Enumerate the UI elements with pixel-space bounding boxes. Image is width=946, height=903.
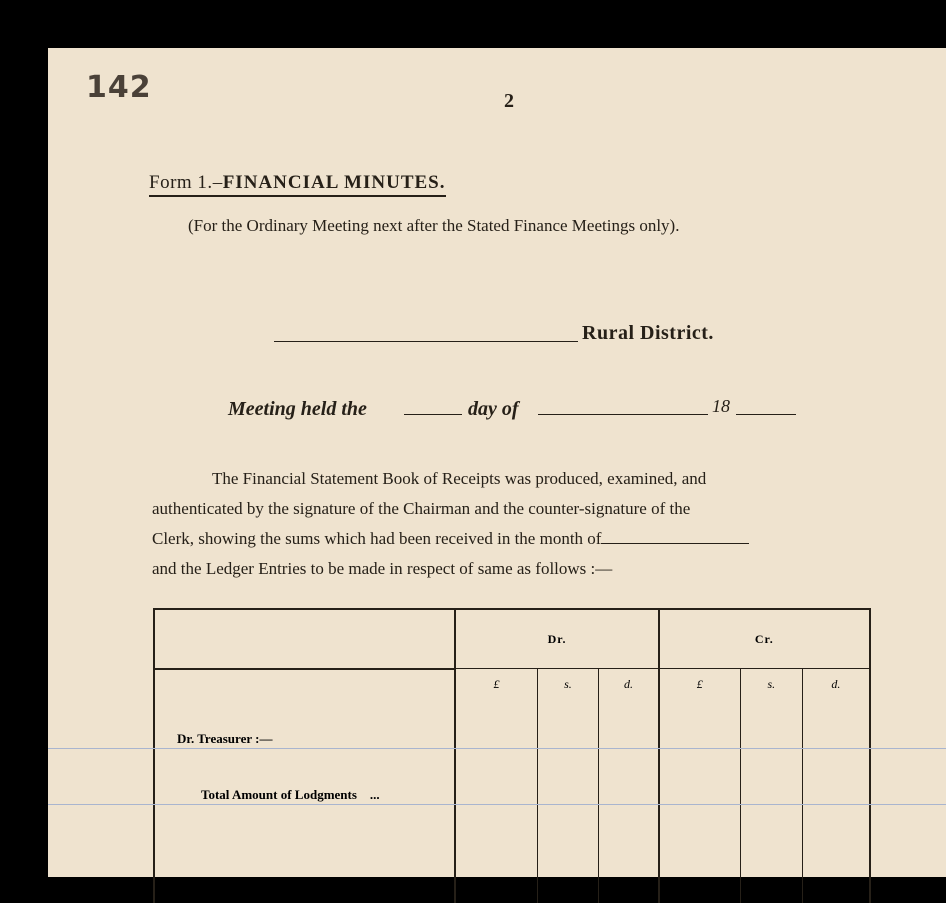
table-row <box>154 711 870 767</box>
row-leader-dots: ... <box>369 787 380 802</box>
day-of-label: day of <box>468 398 519 420</box>
blue-ruling-line <box>48 804 946 805</box>
form-label: Form 1. <box>149 172 213 193</box>
month-received-blank <box>601 533 749 544</box>
page-number: 2 <box>504 90 514 112</box>
cr-shillings-unit: s. <box>740 669 802 712</box>
document-page <box>48 48 946 892</box>
blue-ruling-line <box>48 748 946 749</box>
statement-line-3: Clerk, showing the sums which had been received in the month of <box>152 529 602 548</box>
form-title <box>149 172 446 197</box>
dr-pence-unit: d. <box>599 669 659 712</box>
row-total-lodgments-label: Total Amount of Lodgments <box>201 787 357 802</box>
year-blank <box>736 414 796 415</box>
statement-line-4: and the Ledger Entries to be made in respect of same as follows :— <box>152 559 613 578</box>
day-of <box>468 398 519 421</box>
statement-line-2: authenticated by the signature of the Chairman and the counter-signature of the <box>152 499 691 518</box>
year-prefix: 18 <box>712 396 730 416</box>
row-dr-treasurer: Dr. Treasurer :— <box>154 711 455 767</box>
form-heading: FINANCIAL MINUTES. <box>222 172 446 193</box>
meeting-prefix: Meeting held the <box>228 398 367 420</box>
day-blank <box>404 414 462 415</box>
ledger-blank-header <box>154 609 455 669</box>
row-county-council: Cr. County Council, Money supplied on <box>154 823 455 903</box>
ledger-header-row <box>154 609 870 669</box>
statement-line-3-wrap <box>152 524 868 554</box>
dr-pounds-unit: £ <box>455 669 537 712</box>
stamp-number: 142 <box>86 70 152 105</box>
debit-header: Dr. <box>455 609 658 669</box>
district-label: Rural District. <box>582 322 714 344</box>
row-total-lodgments <box>154 767 455 823</box>
table-row <box>154 767 870 823</box>
form-subtitle: (For the Ordinary Meeting next after the Stated Finance Meetings only). <box>188 216 680 235</box>
dr-shillings-unit: s. <box>537 669 599 712</box>
ledger-units-row <box>154 669 870 712</box>
cr-pounds-unit: £ <box>659 669 741 712</box>
credit-header: Cr. <box>659 609 870 669</box>
meeting-line <box>228 398 367 421</box>
ledger-label-space <box>154 669 455 712</box>
statement-paragraph <box>152 464 868 584</box>
form-dash: – <box>212 172 223 193</box>
table-row <box>154 823 870 903</box>
district-blank-line <box>274 341 578 342</box>
statement-line-1: The Financial Statement Book of Receipts was produced, examined, and <box>212 469 707 488</box>
month-blank-line <box>538 414 708 415</box>
ledger-table <box>153 608 871 903</box>
cr-pence-unit: d. <box>802 669 870 712</box>
